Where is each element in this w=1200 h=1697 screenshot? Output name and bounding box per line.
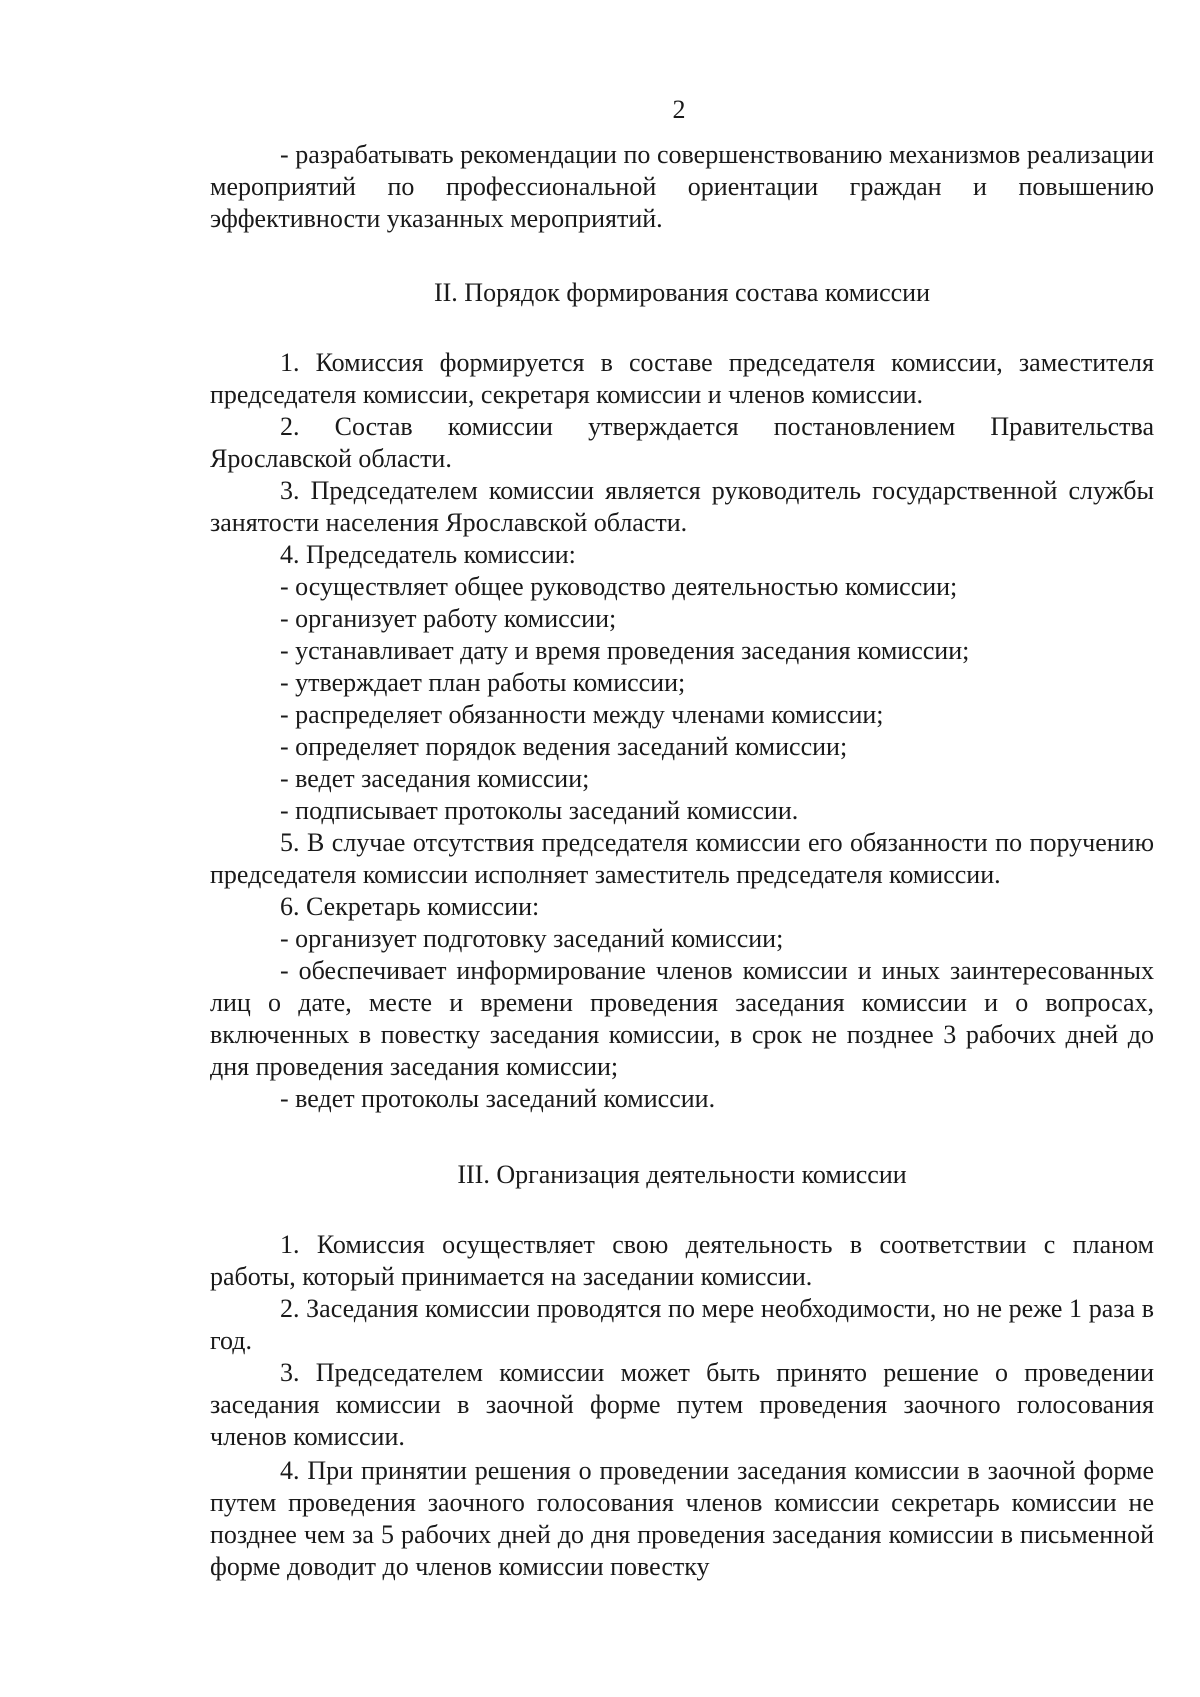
section-2-paragraph-6: 6. Секретарь комиссии: [280,892,540,921]
secretary-duty-item: - обеспечивает информирование членов комиссии и иных заинтересованных лиц о дате, месте и времени проведения заседания комиссии и о вопросах, включенных в повестку заседания комиссии, в срок не позднее 3 рабочих дней до дня проведения заседания комиссии; [210,956,1154,1081]
section-3-paragraph-4: 4. При принятии решения о проведении заседания комиссии в заочной форме путем проведения заочного голосования членов комиссии секретарь комиссии не позднее чем за 5 рабочих дней до дня проведения заседания комиссии в письменной форме доводит до членов комиссии повестку [210,1456,1154,1581]
chair-duty-item: - устанавливает дату и время проведения заседания комиссии; [280,636,970,665]
chair-duty-item: - утверждает план работы комиссии; [280,668,686,697]
page-number: 2 [672,95,686,124]
intro-list-item: - разрабатывать рекомендации по совершенствованию механизмов реализации мероприятий по профессиональной ориентации граждан и повышению эффективности указанных мероприятий. [210,140,1154,233]
section-2-paragraph-2: 2. Состав комиссии утверждается постановлением Правительства Ярославской области. [210,412,1154,473]
section-2-heading: II. Порядок формирования состава комиссии [433,278,930,307]
chair-duty-item: - распределяет обязанности между членами комиссии; [280,700,884,729]
section-3-paragraph-1: 1. Комиссия осуществляет свою деятельность в соответствии с планом работы, который принимается на заседании комиссии. [210,1230,1154,1291]
section-3-heading: III. Организация деятельности комиссии [457,1160,907,1189]
secretary-duty-item: - ведет протоколы заседаний комиссии. [280,1084,716,1113]
section-3-paragraph-2: 2. Заседания комиссии проводятся по мере необходимости, но не реже 1 раза в год. [210,1294,1154,1355]
document-body [210,139,1154,1583]
chair-duty-item: - подписывает протоколы заседаний комиссии. [280,796,799,825]
chair-duty-item: - осуществляет общее руководство деятельностью комиссии; [280,572,958,601]
chair-duty-item: - организует работу комиссии; [280,604,617,633]
chair-duty-item: - определяет порядок ведения заседаний комиссии; [280,732,848,761]
section-2-paragraph-3: 3. Председателем комиссии является руководитель государственной службы занятости населения Ярославской области. [210,476,1154,537]
secretary-duty-item: - организует подготовку заседаний комиссии; [280,924,784,953]
section-3-paragraph-3: 3. Председателем комиссии может быть принято решение о проведении заседания комиссии в заочной форме путем проведения заочного голосования членов комиссии. [210,1358,1154,1451]
section-2-paragraph-1: 1. Комиссия формируется в составе председателя комиссии, заместителя председателя комиссии, секретаря комиссии и членов комиссии. [210,348,1154,409]
section-2-paragraph-5: 5. В случае отсутствия председателя комиссии его обязанности по поручению председателя комиссии исполняет заместитель председателя комиссии. [210,828,1154,889]
chair-duty-item: - ведет заседания комиссии; [280,764,590,793]
section-2-paragraph-4: 4. Председатель комиссии: [280,540,576,569]
